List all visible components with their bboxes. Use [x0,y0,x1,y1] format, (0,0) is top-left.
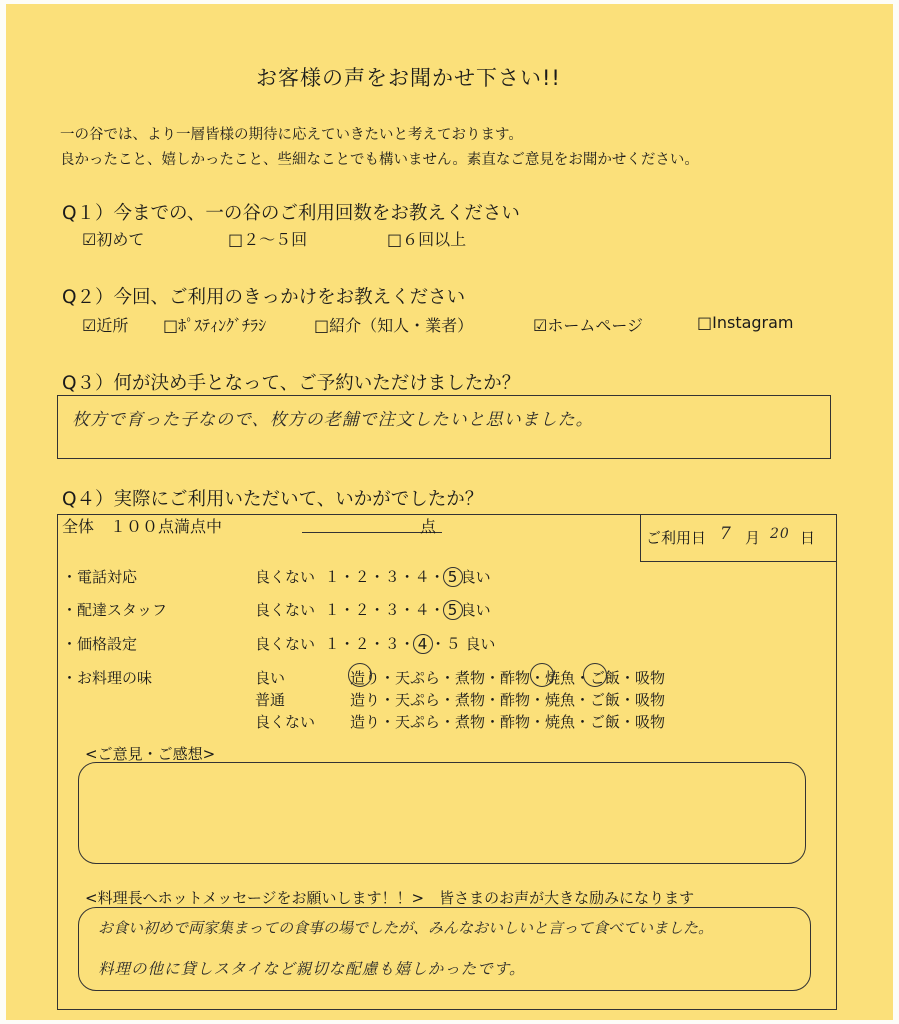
q2-option-referral[interactable]: □紹介（知人・業者） [314,316,474,335]
score-label: 全体 １００点満点中 [62,517,223,536]
q3-question: Q３）何が決め手となって、ご予約いただけましたか？ [62,373,521,394]
q2-option-flyer[interactable]: □ﾎﾟｽﾃｨﾝｸﾞﾁﾗｼ [163,316,267,335]
q1-option-first[interactable]: ☑初めて [82,230,145,249]
rating-price-scale: 良くない １・２・３・ 4 ・５ 良い [255,635,496,653]
opinion-label: <ご意見・ご感想> [85,745,216,763]
usage-month: 7 [720,524,732,544]
rating-delivery-selected[interactable]: 5 [443,600,463,620]
q3-answer: 枚方で育った子なので、枚方の老舗で注文したいと思いました。 [72,410,594,430]
q4-question: Q４）実際にご利用いただいて、いかがでしたか？ [62,489,484,510]
q2-option-instagram[interactable]: □Instagram [697,313,794,332]
rating-phone-label: ・電話対応 [62,568,138,586]
food-circle-sashimi [348,663,372,687]
rating-phone-scale: 良くない １・２・３・４・ 5 良い [255,568,491,586]
usage-date-label: ご利用日 [646,529,707,547]
score-unit: 点 [420,517,437,536]
day-unit: 日 [800,529,816,547]
q2-option-homepage[interactable]: ☑ホームページ [533,316,644,335]
usage-day: 20 [770,526,790,542]
food-items-bad[interactable]: 造り・天ぷら・煮物・酢物・焼魚・ご飯・吸物 [350,713,666,731]
food-items-good[interactable]: 造り・天ぷら・煮物・酢物・焼魚・ご飯・吸物 [350,669,666,687]
food-circle-vinegared [530,663,554,687]
rating-price-selected[interactable]: 4 [413,634,433,654]
intro-line-1: 一の谷では、より一層皆様の期待に応えていきたいと考えております。 [60,127,523,143]
chef-message-line-2: 料理の他に貸しスタイなど親切な配慮も嬉しかったです。 [98,960,526,978]
q1-option-2to5[interactable]: □２～５回 [228,230,308,249]
rating-phone-selected[interactable]: 5 [443,567,463,587]
food-level-normal: 普通 [255,691,286,709]
food-label: ・お料理の味 [62,669,153,687]
chef-message-line-1: お食い初めで両家集まっての食事の場でしたが、みんなおいしいと言って食べていました。 [98,919,714,937]
q2-option-neighborhood[interactable]: ☑近所 [82,316,129,335]
month-unit: 月 [745,529,761,547]
food-circle-grilled-fish [583,663,607,687]
intro-line-2: 良かったこと、嬉しかったこと、些細なことでも構いません。素直なご意見をお聞かせください。 [60,152,699,168]
rating-price-label: ・価格設定 [62,635,138,653]
chef-message-label: <料理長へホットメッセージをお願いします！！> 皆さまのお声が大きな励みになります [85,889,695,907]
q1-question: Q１）今までの、一の谷のご利用回数をお教えください [62,203,520,224]
rating-delivery-label: ・配達スタッフ [62,601,168,619]
food-items-normal[interactable]: 造り・天ぷら・煮物・酢物・焼魚・ご飯・吸物 [350,691,666,709]
opinion-box[interactable] [78,762,806,864]
q1-option-6plus[interactable]: □６回以上 [387,230,467,249]
food-level-good: 良い [255,669,286,687]
q2-question: Q２）今回、ご利用のきっかけをお教えください [62,287,466,308]
food-level-bad: 良くない [255,713,316,731]
rating-delivery-scale: 良くない １・２・３・４・ 5 良い [255,601,491,619]
page-title: お客様の声をお聞かせ下さい!! [256,66,561,90]
